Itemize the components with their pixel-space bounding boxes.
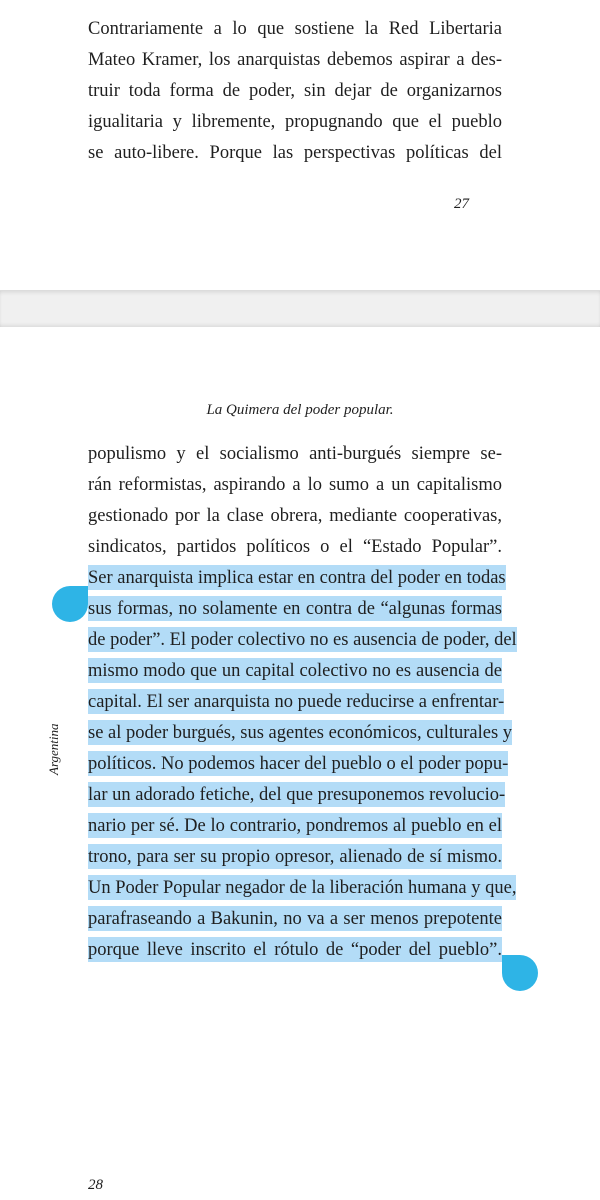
selection-end-handle[interactable]: [502, 955, 538, 991]
selected-line[interactable]: [88, 904, 502, 935]
page-number: 28: [88, 1177, 103, 1193]
selected-text: lar un adorado fetiche, del que presuponemos revolucio-: [88, 782, 505, 807]
selected-line[interactable]: [88, 594, 502, 625]
page-separator: [0, 290, 600, 328]
selected-text: mismo modo que un capital colectivo no es ausencia de: [88, 658, 502, 683]
selected-text: sus formas, no solamente en contra de “algunas formas: [88, 596, 502, 621]
selection-start-handle[interactable]: [52, 586, 88, 622]
selected-line[interactable]: [88, 625, 517, 656]
text-line: igualitaria y libremente, propugnando que el pueblo: [88, 112, 502, 132]
selected-line[interactable]: [88, 935, 502, 966]
selected-text: Ser anarquista implica estar en contra del poder en todas: [88, 565, 506, 590]
page-27: [0, 0, 600, 290]
text-line: Contrariamente a lo que sostiene la Red Libertaria: [88, 19, 502, 39]
running-title: La Quimera del poder popular.: [206, 402, 394, 418]
selected-line[interactable]: [88, 656, 502, 687]
selected-text: porque lleve inscrito el rótulo de “poder del pueblo”.: [88, 937, 502, 962]
side-label: Argentina: [46, 723, 61, 775]
selected-text: de poder”. El poder colectivo no es ausencia de poder, del: [88, 627, 517, 652]
selected-line[interactable]: [88, 873, 517, 904]
selected-line[interactable]: [88, 842, 502, 873]
page-28-body[interactable]: [88, 439, 517, 966]
page-28: [0, 327, 600, 1200]
selected-text: trono, para ser su propio opresor, alienado de sí mismo.: [88, 844, 502, 869]
selected-line[interactable]: [88, 780, 506, 811]
selected-line[interactable]: [88, 749, 509, 780]
selected-line[interactable]: [88, 811, 502, 842]
selected-line[interactable]: [88, 563, 506, 594]
page-number: 27: [454, 196, 469, 212]
selected-line[interactable]: [88, 687, 505, 718]
selected-line[interactable]: [88, 718, 513, 749]
selected-text: capital. El ser anarquista no puede reducirse a enfrentar-: [88, 689, 504, 714]
text-line: sindicatos, partidos políticos o el “Estado Popular”.: [88, 537, 502, 557]
selected-text: se al poder burgués, sus agentes económicos, culturales y: [88, 720, 512, 745]
text-line: rán reformistas, aspirando a lo sumo a un capitalismo: [88, 475, 502, 495]
text-line: populismo y el socialismo anti-burgués siempre se-: [88, 444, 502, 464]
page-27-body: [88, 14, 502, 169]
selected-text: políticos. No podemos hacer del pueblo o el poder popu-: [88, 751, 508, 776]
text-line: gestionado por la clase obrera, mediante cooperativas,: [88, 506, 502, 526]
text-line: se auto-libere. Porque las perspectivas políticas del: [88, 143, 502, 163]
selected-text: nario per sé. De lo contrario, pondremos al pueblo en el: [88, 813, 502, 838]
text-line: Mateo Kramer, los anarquistas debemos aspirar a des-: [88, 50, 502, 70]
selected-text: Un Poder Popular negador de la liberación humana y que,: [88, 875, 516, 900]
selected-text: parafraseando a Bakunin, no va a ser menos prepotente: [88, 906, 502, 931]
text-line: truir toda forma de poder, sin dejar de organizarnos: [88, 81, 502, 101]
